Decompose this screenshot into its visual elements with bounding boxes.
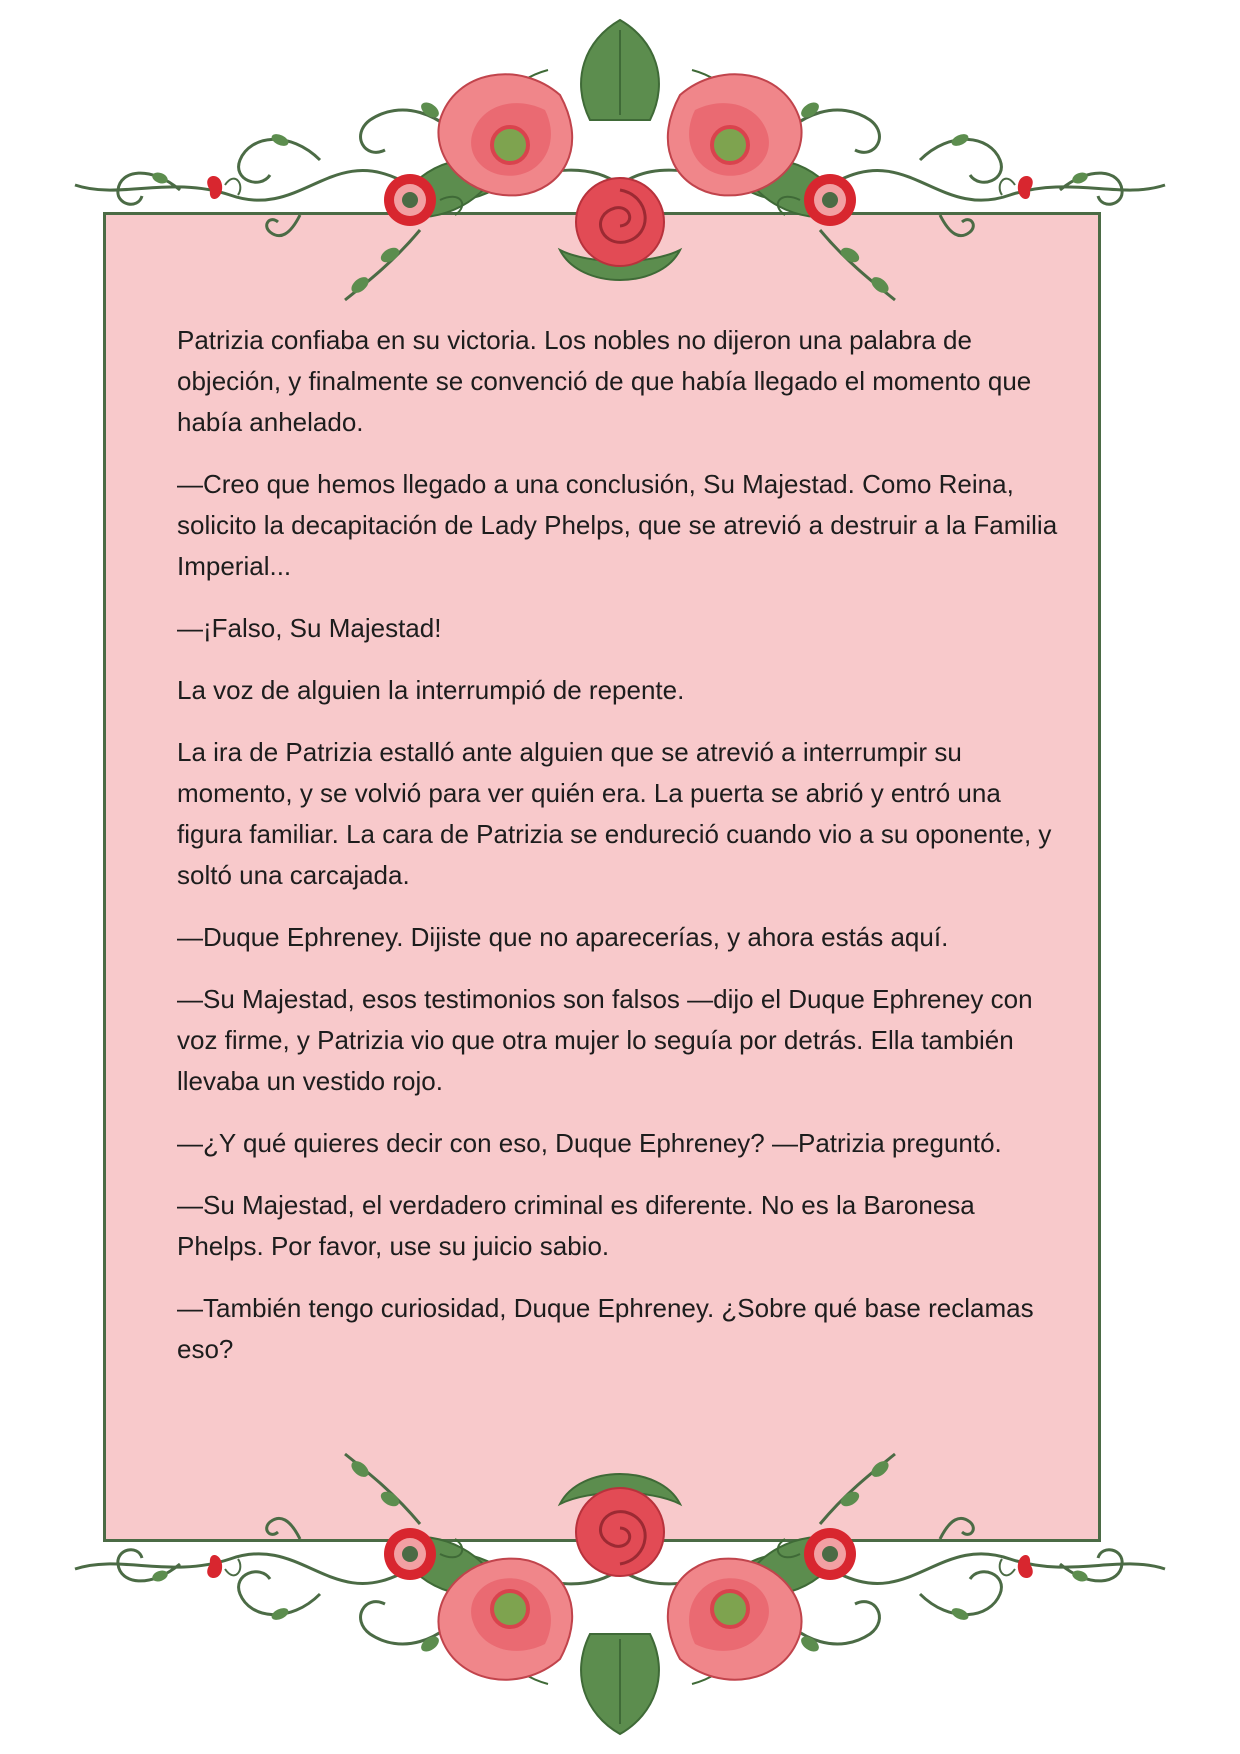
story-text xyxy=(177,320,1062,1391)
paragraph-7: —Su Majestad, esos testimonios son falsos —dijo el Duque Ephreney con voz firme, y Patrizia vio que otra mujer lo seguía por detrás. Ella también llevaba un vestido rojo. xyxy=(177,984,1033,1096)
floral-ornament-bottom xyxy=(0,1414,1240,1754)
paragraph-5: La ira de Patrizia estalló ante alguien que se atrevió a interrumpir su momento, y se volvió para ver quién era. La puerta se abrió y entró una figura familiar. La cara de Patrizia se endureció cuando vio a su oponente, y soltó una carcajada. xyxy=(177,737,1052,890)
paragraph-8: —¿Y qué quieres decir con eso, Duque Ephreney? —Patrizia preguntó. xyxy=(177,1128,1002,1158)
floral-ornament-top xyxy=(0,0,1240,340)
flourish-bottom-left xyxy=(75,1454,620,1684)
paragraph-10: —También tengo curiosidad, Duque Ephreney. ¿Sobre qué base reclamas eso? xyxy=(177,1293,1034,1364)
flourish-bottom-right xyxy=(620,1454,1165,1684)
paragraph-6: —Duque Ephreney. Dijiste que no aparecerías, y ahora estás aquí. xyxy=(177,922,949,952)
paragraph-9: —Su Majestad, el verdadero criminal es diferente. No es la Baronesa Phelps. Por favor, use su juicio sabio. xyxy=(177,1190,975,1261)
paragraph-2: —Creo que hemos llegado a una conclusión, Su Majestad. Como Reina, solicito la decapitación de Lady Phelps, que se atrevió a destruir a la Familia Imperial... xyxy=(177,469,1058,581)
paragraph-4: La voz de alguien la interrumpió de repente. xyxy=(177,675,685,705)
flourish-right xyxy=(620,70,1165,300)
paragraph-1: Patrizia confiaba en su victoria. Los nobles no dijeron una palabra de objeción, y finalmente se convenció de que había llegado el momento que había anhelado. xyxy=(177,325,1032,437)
paragraph-3: —¡Falso, Su Majestad! xyxy=(177,613,442,643)
flourish-left xyxy=(75,70,620,300)
